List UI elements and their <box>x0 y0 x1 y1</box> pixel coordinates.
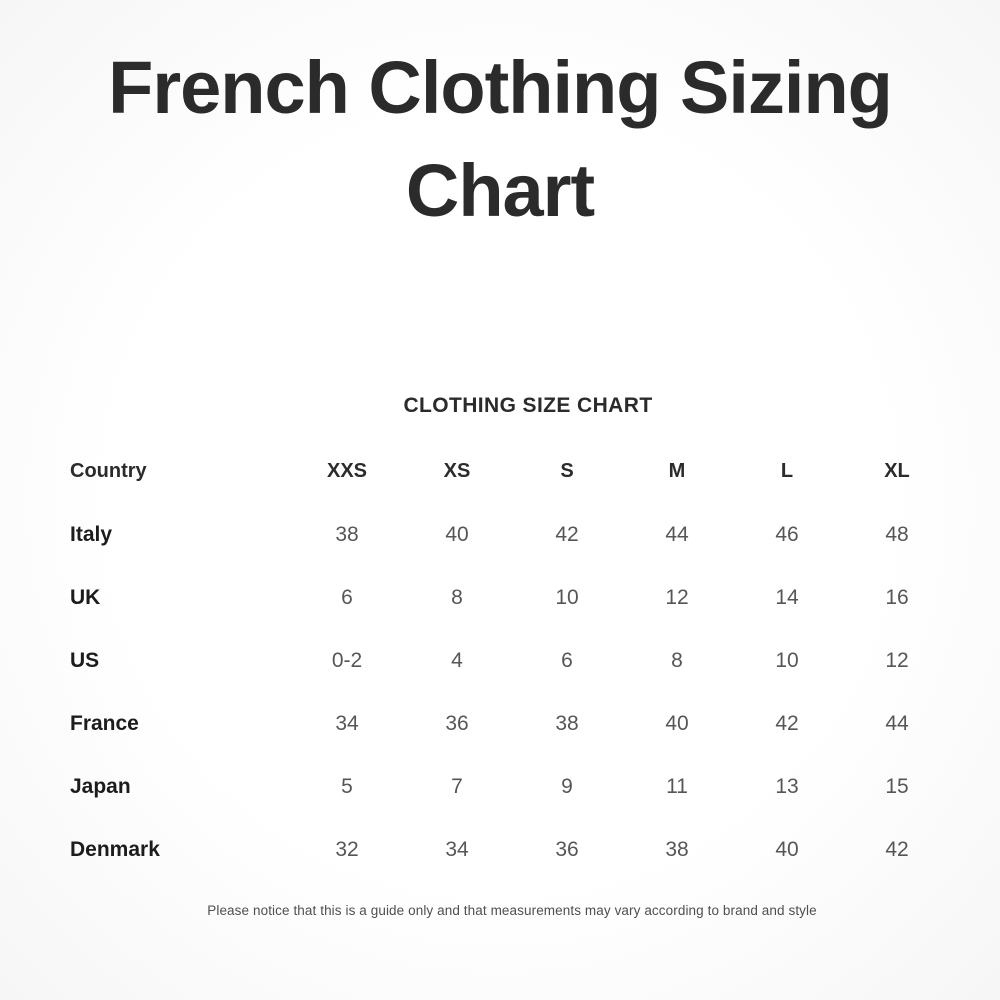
country-label: UK <box>70 585 101 609</box>
country-label: Denmark <box>70 837 160 861</box>
size-cell: 13 <box>775 774 799 798</box>
size-cell: 42 <box>775 711 799 735</box>
size-cell: 42 <box>555 522 579 546</box>
size-cell: 15 <box>885 774 909 798</box>
size-chart-heading: CLOTHING SIZE CHART <box>403 394 653 417</box>
size-cell: 7 <box>451 774 463 798</box>
size-cell: 32 <box>335 837 359 861</box>
country-label: France <box>70 711 139 735</box>
size-cell: 16 <box>885 585 909 609</box>
size-cell: 40 <box>445 522 469 546</box>
size-cell: 0-2 <box>331 648 363 672</box>
page-title-line2: Chart <box>405 149 595 232</box>
column-header-xxs: XXS <box>326 460 368 482</box>
size-cell: 48 <box>885 522 909 546</box>
size-cell: 10 <box>555 585 579 609</box>
size-cell: 8 <box>451 585 463 609</box>
page-title <box>0 0 1000 242</box>
size-cell: 9 <box>561 774 573 798</box>
column-header-xl: XL <box>884 460 910 482</box>
size-cell: 4 <box>451 648 463 672</box>
size-cell: 38 <box>665 837 689 861</box>
size-cell: 44 <box>665 522 689 546</box>
disclaimer-note: Please notice that this is a guide only and that measurements may vary according to brand and style <box>207 903 817 918</box>
size-cell: 36 <box>555 837 579 861</box>
column-header-l: L <box>780 460 794 482</box>
size-cell: 6 <box>341 585 353 609</box>
size-cell: 10 <box>775 648 799 672</box>
column-header-xs: XS <box>443 460 471 482</box>
size-cell: 46 <box>775 522 799 546</box>
size-cell: 40 <box>775 837 799 861</box>
column-header-m: M <box>668 460 686 482</box>
country-label: Japan <box>70 774 131 798</box>
size-chart-table <box>70 440 952 881</box>
size-cell: 5 <box>341 774 353 798</box>
country-label: US <box>70 648 100 672</box>
size-cell: 34 <box>445 837 469 861</box>
size-cell: 12 <box>885 648 909 672</box>
column-header-s: S <box>560 460 574 482</box>
size-cell: 44 <box>885 711 909 735</box>
column-header-country: Country <box>70 460 147 482</box>
size-cell: 40 <box>665 711 689 735</box>
size-cell: 42 <box>885 837 909 861</box>
page-title-line1: French Clothing Sizing <box>108 46 892 129</box>
size-cell: 12 <box>665 585 689 609</box>
country-label: Italy <box>70 522 113 546</box>
size-cell: 38 <box>335 522 359 546</box>
size-cell: 34 <box>335 711 359 735</box>
size-cell: 6 <box>561 648 573 672</box>
size-cell: 38 <box>555 711 579 735</box>
size-cell: 14 <box>775 585 799 609</box>
size-cell: 36 <box>445 711 469 735</box>
size-cell: 8 <box>671 648 683 672</box>
size-cell: 11 <box>666 774 688 798</box>
